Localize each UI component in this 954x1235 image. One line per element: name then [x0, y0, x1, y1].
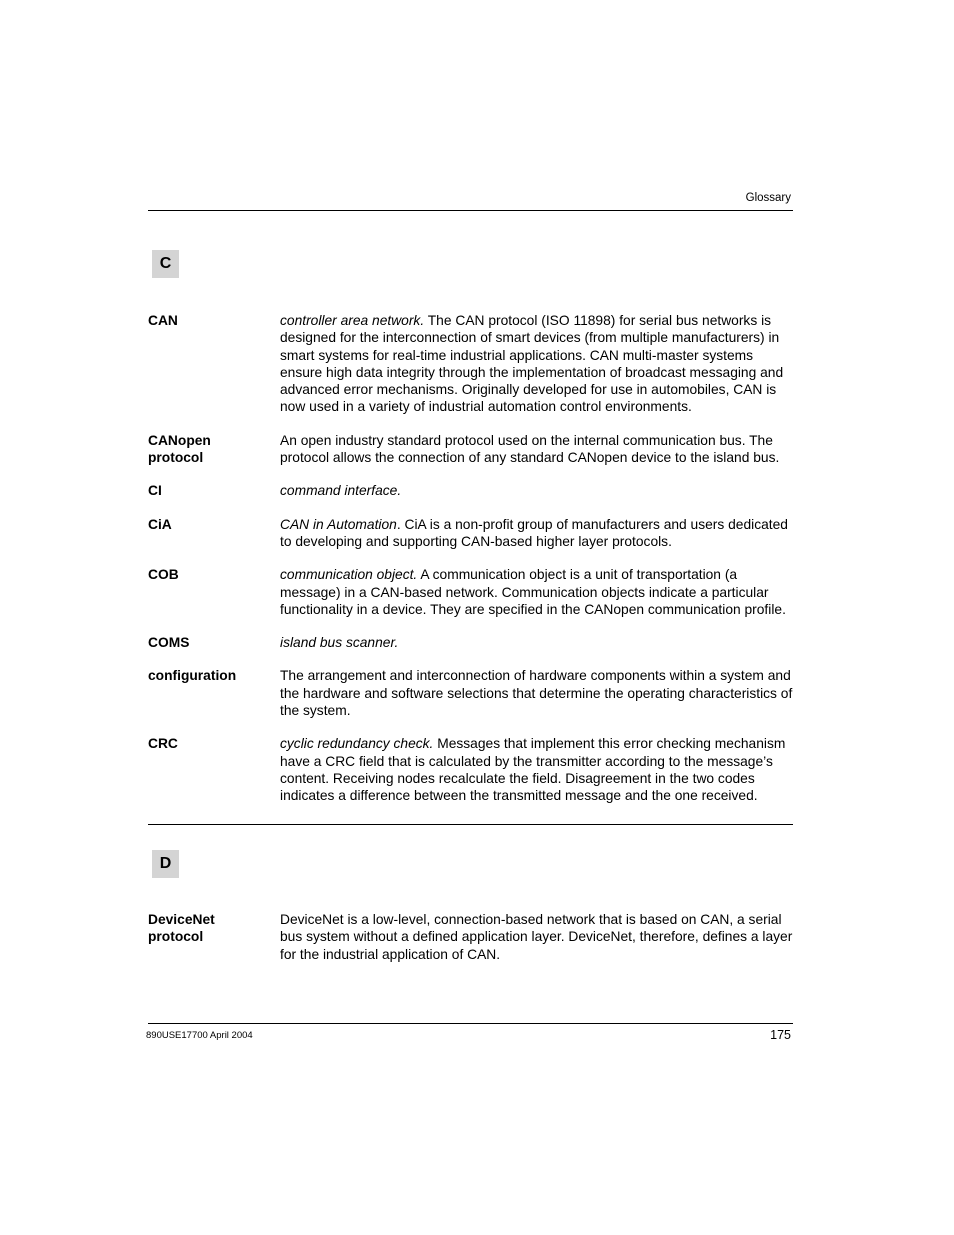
term: CiA — [148, 516, 172, 532]
footer-rule — [148, 1023, 793, 1024]
header-rule — [148, 210, 793, 211]
definition-lead: communication object. — [280, 567, 418, 583]
term: CANopen protocol — [148, 432, 211, 466]
glossary-entry-cob — [148, 566, 796, 618]
definition-text: The CAN protocol (ISO 11898) for serial bus networks is designed for the interconnection of smart devices (from multiple manufacturers) in smart systems for real-time industrial applications. CAN multi-master systems ensure high data integrity through the implementation of broadcast messaging and advanced error mechanisms. Originally developed for use in automobiles, CAN is now used in a variety of industrial automation control environments. — [280, 313, 784, 415]
definition-text: The arrangement and interconnection of hardware components within a system and the hardware and software selections that determine the operating characteristics of the system. — [280, 668, 793, 719]
glossary-section-c — [148, 312, 796, 821]
section-letter-d: D — [152, 850, 179, 878]
definition-text: DeviceNet is a low-level, connection-based network that is based on CAN, a serial bus system without a defined application layer. DeviceNet, therefore, defines a layer for the industrial application of CAN. — [280, 912, 793, 962]
definition — [280, 735, 796, 804]
page-number: 175 — [770, 1028, 791, 1042]
definition-lead: controller area network. — [280, 313, 425, 328]
footer-doc-id: 890USE17700 April 2004 — [146, 1030, 253, 1041]
section-divider — [148, 824, 793, 825]
definition — [280, 667, 796, 719]
glossary-entry-cia — [148, 516, 796, 551]
glossary-entry-coms — [148, 634, 796, 651]
definition — [280, 634, 796, 651]
term: COB — [148, 567, 179, 583]
definition-text: An open industry standard protocol used on the internal communication bus. The protocol allows the connection of any standard CANopen device to the island bus. — [280, 432, 780, 466]
term: CRC — [148, 736, 178, 752]
definition-lead: CAN in Automation — [280, 516, 397, 532]
definition — [280, 432, 796, 467]
glossary-entry-can — [148, 312, 796, 416]
definition-text: . CiA is a non-profit group of manufacturers and users dedicated to developing and supporting CAN-based higher layer protocols. — [280, 516, 788, 549]
definition — [280, 911, 796, 963]
definition — [280, 566, 796, 618]
definition-lead: cyclic redundancy check. — [280, 736, 434, 752]
term: CAN — [148, 313, 178, 328]
section-letter-c: C — [152, 250, 179, 278]
term: configuration — [148, 668, 237, 684]
definition-text: A communication object is a unit of transportation (a message) in a CAN-based network. Communication objects indicate a particular functionality in a device. They are specified in the CANopen communication profile. — [280, 567, 786, 617]
definition-lead: command interface. — [280, 483, 402, 499]
glossary-entry-crc — [148, 735, 796, 804]
glossary-entry-configuration — [148, 667, 796, 719]
glossary-section-d — [148, 911, 796, 979]
definition-lead: island bus scanner. — [280, 635, 399, 651]
running-header: Glossary — [745, 192, 791, 204]
definition — [280, 516, 796, 551]
term: CI — [148, 483, 162, 499]
glossary-entry-ci — [148, 482, 796, 499]
definition-text: Messages that implement this error checking mechanism have a CRC field that is calculated by the transmitter according to the message’s content. Receiving nodes recalculate the field. Disagreement in the two codes indicates a difference between the transmitted message and the one received. — [280, 736, 786, 804]
definition — [280, 482, 796, 499]
term: COMS — [148, 635, 190, 651]
definition — [280, 312, 796, 416]
glossary-entry-devicenet — [148, 911, 796, 963]
term: DeviceNet protocol — [148, 912, 215, 945]
glossary-entry-canopen — [148, 432, 796, 467]
